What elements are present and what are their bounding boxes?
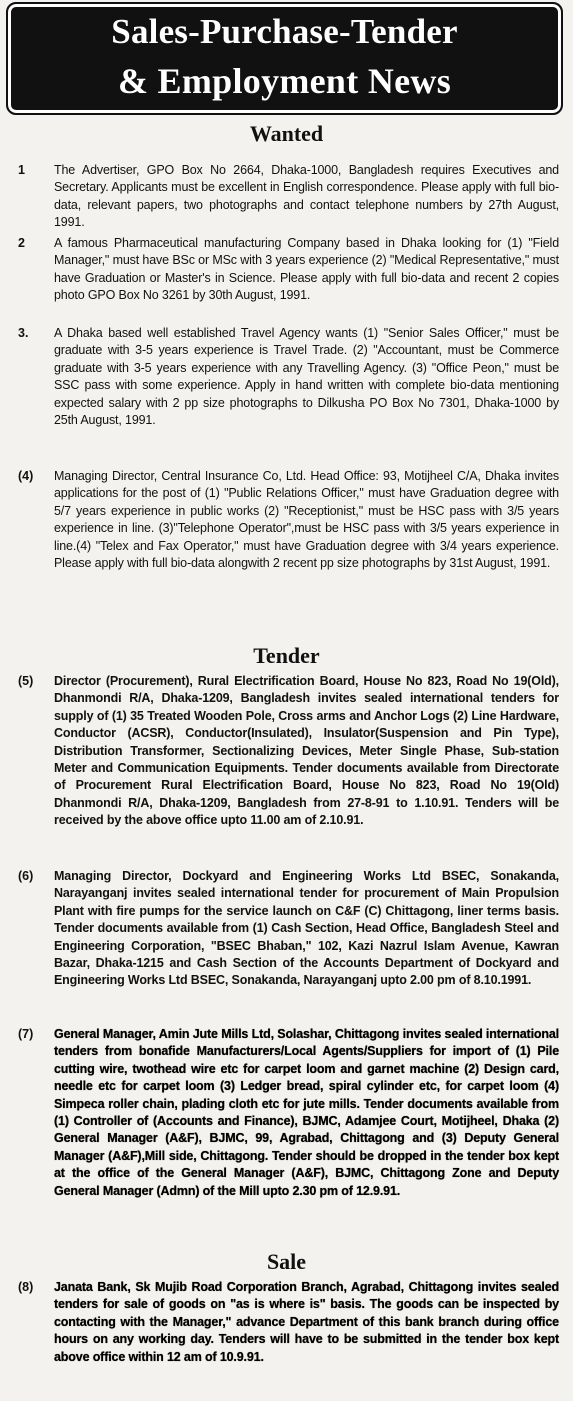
item-number: (8) [18,1280,34,1294]
item-text: A famous Pharmaceutical manufacturing Company based in Dhaka looking for (1) "Field Manager," must have BSc or MSc with 3 years experience (2) "Medical Representative," must have Graduation or Master's in Science. Please apply with full bio-data and recent 2 copies photo GPO Box No 3261 by 30th August, 1991. [54,236,559,303]
item-text: Managing Director, Central Insurance Co, Ltd. Head Office: 93, Motijheel C/A, Dhaka invites applications for the post of (1) "Public Relations Officer," must have Graduation degree with 5/7 years experience in public works (2) "Receptionist," must be HSC pass with 3/5 years experience in line. (3)"Telephone Operator",must be HSC pass with 3/5 years experience in line.(4) "Telex and Fax Operator," must have Graduation degree with 3/4 years experience. Please apply with full bio-data alongwith 2 recent pp size photographs by 31st August, 1991. [54,469,559,571]
section-heading-wanted: Wanted [249,121,324,146]
section-heading-sale: Sale [266,1249,307,1274]
item-number: (5) [18,674,34,688]
item-text: Managing Director, Dockyard and Engineering Works Ltd BSEC, Sonakanda, Narayanganj invites sealed international tender for procurement of Main Propulsion Plant with fire pumps for the service launch on C&F (C) Chittagong, liner terms basis. Tender documents available from (1) Cash Section, Head Office, Bangladesh Steel and Engineering Corporation, "BSEC Bhaban," 102, Kazi Nazrul Islam Avenue, Kawran Bazar, Dhaka-1215 and Cash Section of the Accounts Department of Dockyard and Engineering Works Ltd BSEC, Sonakanda, Narayanganj upto 2.00 pm of 8.10.1991. [54,869,559,988]
item-number: 2 [18,236,25,250]
masthead-title-line1: Sales-Purchase-Tender [111,12,458,51]
item-text: General Manager, Amin Jute Mills Ltd, Solashar, Chittagong invites sealed international tenders from bonafide Manufacturers/Local Agents/Suppliers for import of (1) Pile cutting wire, twothead wire etc for carpet loom and garnet machine (2) Design card, needle etc for carpet loom (3) Ledger bread, spiral cylinder etc, for carpet loom (4) Simpeca roller chain, plading cloth etc for jute mills. Tender documents available from (1) Controller of (Accounts and Finance), BJMC, Adamjee Court, Motijheel, Dhaka (2) General Manager (A&F), BJMC, 99, Agrabad, Chittagong and (3) Deputy General Manager (A&F),Mill side, Chittagong. Tender should be dropped in the tender box kept at the office of the General Manager (A&F), BJMC, Chittagong Zone and Deputy General Manager (Admn) of the Mill upto 2.30 pm of 12.9.91. [54,1027,559,1198]
item-number: 1 [18,163,25,177]
item-number: (7) [18,1027,34,1041]
item-number: (6) [18,869,34,883]
masthead-title-line2: & Employment News [117,61,452,101]
item-number: 3. [18,326,29,340]
section-heading-tender: Tender [253,643,320,668]
item-text: Janata Bank, Sk Mujib Road Corporation Branch, Agrabad, Chittagong invites sealed tenders for sale of goods on "as is where is" basis. The goods can be inspected by contacting with the Manager," advance Department of this bank branch during office hours on any working day. Tenders will have to be submitted in the tender box kept above office within 12 am of 10.9.91. [54,1280,559,1364]
item-number: (4) [18,469,34,483]
item-text: Director (Procurement), Rural Electrification Board, House No 823, Road No 19(Old), Dhanmondi R/A, Dhaka-1209, Bangladesh invites sealed international tenders for supply of (1) 35 Treated Wooden Pole, Cross arms and Anchor Logs (2) Line Hardware, Conductor (ACSR), Conductor(Insulated), Insulator(Suspension and Pin Type), Distribution Transformer, Sectionalizing Devices, Meter Single Phase, Sub-station Meter and Communication Equipments. Tender documents available from Directorate of Procurement Rural Electrification Board, House No 823, Road No 19(Old) Dhanmondi R/A, Dhaka-1209, Bangladesh from 27-8-91 to 1.10.91. Tenders will be received by the above office upto 11.00 am of 2.10.91. [54,674,559,828]
masthead-banner [6,2,563,115]
item-text: A Dhaka based well established Travel Agency wants (1) "Senior Sales Officer," must be graduate with 3-5 years experience is Travel Trade. (2) "Accountant, must be Commerce graduate with 3-5 years experience with any Travelling Agency. (3) "Office Peon," must be SSC pass with some experience. Apply in hand written with complete bio-data mentioning expected salary with 2 pp size photographs to Dilkusha PO Box No 7301, Dhaka-1000 by 25th August, 1991. [54,326,559,428]
item-text: The Advertiser, GPO Box No 2664, Dhaka-1000, Bangladesh requires Executives and Secretary. Applicants must be excellent in English correspondence. Please apply with full bio-data, relevant papers, two photographs and contact telephone numbers by 27th August, 1991. [54,163,559,230]
